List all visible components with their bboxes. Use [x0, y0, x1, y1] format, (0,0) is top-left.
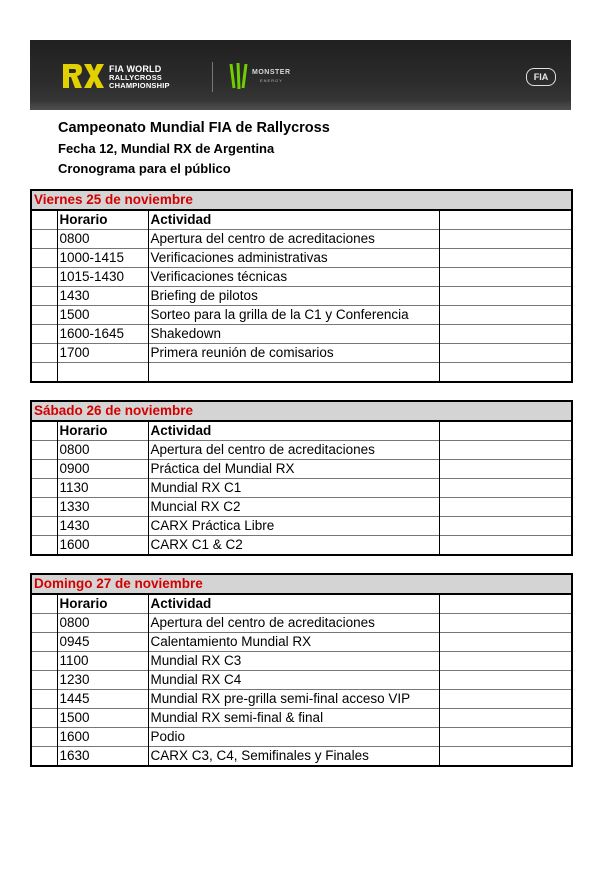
spacer-cell: [31, 479, 57, 498]
schedule-table-sabado: [30, 400, 573, 556]
time-cell: 0900: [57, 460, 148, 479]
table-row: [31, 249, 572, 268]
rx-logo-icon: [62, 62, 104, 90]
activity-cell: Práctica del Mundial RX: [148, 460, 439, 479]
empty-cell: [439, 652, 572, 671]
activity-cell: Briefing de pilotos: [148, 287, 439, 306]
spacer-cell: [31, 421, 57, 441]
activity-cell: Mundial RX C1: [148, 479, 439, 498]
column-header-row: [31, 421, 572, 441]
activity-cell: Mundial RX pre-grilla semi-final acceso VIP: [148, 690, 439, 709]
time-cell: 1700: [57, 344, 148, 363]
time-cell: 0945: [57, 633, 148, 652]
brand-divider: [212, 62, 213, 92]
empty-cell: [439, 594, 572, 614]
activity-cell: Calentamiento Mundial RX: [148, 633, 439, 652]
spacer-cell: [31, 594, 57, 614]
table-row: [31, 306, 572, 325]
schedule-table-domingo: [30, 573, 573, 767]
activity-cell: Mundial RX semi-final & final: [148, 709, 439, 728]
schedule-table-viernes: [30, 189, 573, 383]
table-row: [31, 498, 572, 517]
column-header-time: Horario: [57, 210, 148, 230]
empty-cell: [439, 536, 572, 556]
activity-cell: Sorteo para la grilla de la C1 y Conferencia: [148, 306, 439, 325]
spacer-cell: [31, 344, 57, 363]
spacer-cell: [31, 633, 57, 652]
event-subtitle: Fecha 12, Mundial RX de Argentina: [58, 141, 275, 156]
time-cell: 1330: [57, 498, 148, 517]
day-label: Viernes 25 de noviembre: [31, 190, 572, 210]
table-row: [31, 230, 572, 249]
activity-cell: Shakedown: [148, 325, 439, 344]
activity-cell: Verificaciones técnicas: [148, 268, 439, 287]
spacer-cell: [31, 460, 57, 479]
table-row: [31, 690, 572, 709]
day-header-row: [31, 401, 572, 421]
spacer-cell: [31, 690, 57, 709]
empty-cell: [439, 421, 572, 441]
time-cell: 1015-1430: [57, 268, 148, 287]
empty-cell: [439, 709, 572, 728]
column-header-activity: Actividad: [148, 210, 439, 230]
empty-cell: [439, 306, 572, 325]
column-header-activity: Actividad: [148, 421, 439, 441]
day-header-row: [31, 190, 572, 210]
spacer-cell: [31, 498, 57, 517]
table-row: [31, 633, 572, 652]
column-header-row: [31, 210, 572, 230]
day-header-row: [31, 574, 572, 594]
fia-logo: FIA: [526, 68, 556, 86]
empty-cell: [439, 479, 572, 498]
time-cell: 1130: [57, 479, 148, 498]
day-label: Domingo 27 de noviembre: [31, 574, 572, 594]
empty-cell: [439, 344, 572, 363]
time-cell: 1230: [57, 671, 148, 690]
table-row: [31, 614, 572, 633]
activity-cell: Apertura del centro de acreditaciones: [148, 230, 439, 249]
activity-cell: Mundial RX C4: [148, 671, 439, 690]
time-cell: 0800: [57, 230, 148, 249]
time-cell: 1600: [57, 536, 148, 556]
empty-cell: [439, 363, 572, 383]
empty-cell: [439, 230, 572, 249]
spacer-cell: [31, 363, 57, 383]
empty-cell: [439, 747, 572, 767]
time-cell: 1430: [57, 517, 148, 536]
empty-cell: [439, 460, 572, 479]
table-row: [31, 344, 572, 363]
empty-cell: [439, 517, 572, 536]
spacer-cell: [31, 728, 57, 747]
monster-label: MONSTER: [252, 69, 291, 76]
table-row: [31, 652, 572, 671]
time-cell: 1000-1415: [57, 249, 148, 268]
column-header-activity: Actividad: [148, 594, 439, 614]
time-cell: 1630: [57, 747, 148, 767]
empty-cell: [439, 671, 572, 690]
activity-cell: Apertura del centro de acreditaciones: [148, 441, 439, 460]
table-row: [31, 517, 572, 536]
empty-cell: [439, 268, 572, 287]
spacer-cell: [31, 671, 57, 690]
series-name-line3: CHAMPIONSHIP: [109, 81, 170, 90]
empty-cell: [439, 325, 572, 344]
spacer-cell: [31, 325, 57, 344]
spacer-cell: [31, 536, 57, 556]
document-title: Campeonato Mundial FIA de Rallycross: [58, 120, 330, 136]
table-row: [31, 536, 572, 556]
table-row: [31, 441, 572, 460]
time-cell: 1445: [57, 690, 148, 709]
table-row: [31, 325, 572, 344]
spacer-cell: [31, 441, 57, 460]
spacer-cell: [31, 517, 57, 536]
table-row: [31, 460, 572, 479]
activity-cell: Muncial RX C2: [148, 498, 439, 517]
empty-cell: [439, 690, 572, 709]
empty-cell: [439, 441, 572, 460]
monster-claw-icon: [228, 62, 250, 90]
activity-cell: Primera reunión de comisarios: [148, 344, 439, 363]
spacer-cell: [31, 306, 57, 325]
empty-cell: [439, 210, 572, 230]
table-row: [31, 728, 572, 747]
empty-cell: [439, 633, 572, 652]
time-cell: 1600-1645: [57, 325, 148, 344]
spacer-cell: [31, 709, 57, 728]
column-header-time: Horario: [57, 421, 148, 441]
empty-cell: [439, 728, 572, 747]
time-cell: 1100: [57, 652, 148, 671]
column-header-time: Horario: [57, 594, 148, 614]
series-name: [109, 65, 170, 90]
time-cell: [57, 363, 148, 383]
time-cell: 1500: [57, 709, 148, 728]
table-row: [31, 671, 572, 690]
spacer-cell: [31, 210, 57, 230]
empty-cell: [439, 498, 572, 517]
time-cell: 1600: [57, 728, 148, 747]
series-name-line1: FIA WORLD: [109, 64, 162, 74]
table-row: [31, 268, 572, 287]
spacer-cell: [31, 614, 57, 633]
empty-cell: [439, 614, 572, 633]
time-cell: 1430: [57, 287, 148, 306]
column-header-row: [31, 594, 572, 614]
time-cell: 0800: [57, 441, 148, 460]
table-row: [31, 709, 572, 728]
time-cell: 1500: [57, 306, 148, 325]
table-row: [31, 287, 572, 306]
table-row: [31, 363, 572, 383]
monster-sub-label: ENERGY: [260, 78, 283, 83]
spacer-cell: [31, 268, 57, 287]
time-cell: 0800: [57, 614, 148, 633]
activity-cell: CARX Práctica Libre: [148, 517, 439, 536]
activity-cell: CARX C1 & C2: [148, 536, 439, 556]
schedule-subtitle: Cronograma para el público: [58, 161, 231, 176]
table-row: [31, 479, 572, 498]
spacer-cell: [31, 747, 57, 767]
spacer-cell: [31, 230, 57, 249]
empty-cell: [439, 249, 572, 268]
spacer-cell: [31, 652, 57, 671]
spacer-cell: [31, 287, 57, 306]
activity-cell: Apertura del centro de acreditaciones: [148, 614, 439, 633]
activity-cell: Verificaciones administrativas: [148, 249, 439, 268]
activity-cell: Podio: [148, 728, 439, 747]
activity-cell: [148, 363, 439, 383]
day-label: Sábado 26 de noviembre: [31, 401, 572, 421]
header-banner: [30, 40, 571, 110]
spacer-cell: [31, 249, 57, 268]
series-name-line2: RALLYCROSS: [109, 73, 162, 82]
activity-cell: Mundial RX C3: [148, 652, 439, 671]
table-row: [31, 747, 572, 767]
activity-cell: CARX C3, C4, Semifinales y Finales: [148, 747, 439, 767]
empty-cell: [439, 287, 572, 306]
